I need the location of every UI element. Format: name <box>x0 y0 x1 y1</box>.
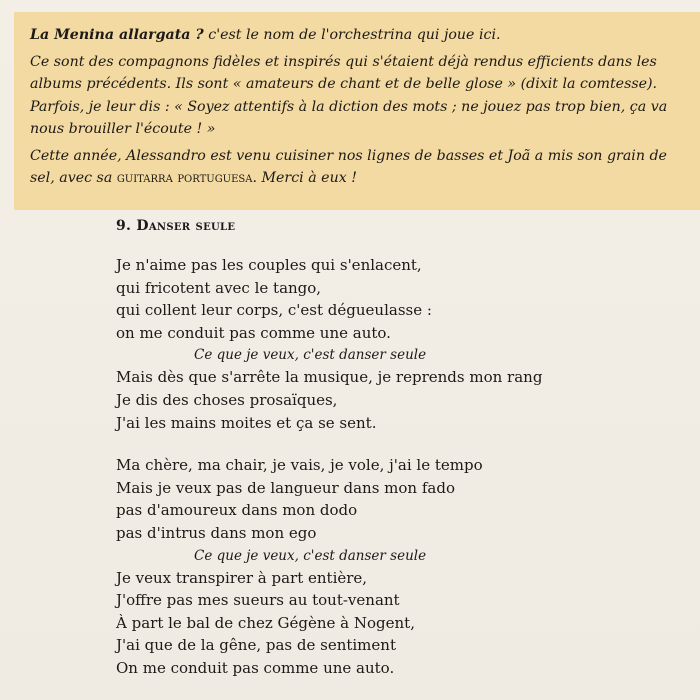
lyric-line: Je dis des choses prosaïques, <box>116 390 338 409</box>
lyric-line: J'offre pas mes sueurs au tout-venant <box>116 591 400 610</box>
note-paragraph-3 <box>30 145 690 190</box>
lyric-line: À part le bal de chez Gégène à Nogent, <box>116 613 415 632</box>
stanza-2 <box>116 454 686 679</box>
lyric-line: qui fricotent avec le tango, <box>116 278 322 297</box>
lyric-line: pas d'intrus dans mon ego <box>116 523 317 542</box>
liner-note-box <box>14 12 700 210</box>
lyric-line: qui collent leur corps, c'est dégueulasse : <box>116 301 432 320</box>
lyric-line: Ma chère, ma chair, je vais, je vole, j'ai le tempo <box>116 456 483 475</box>
refrain-line: Ce que je veux, c'est danser seule <box>194 547 427 564</box>
lyric-line: Je veux transpirer à part entière, <box>116 568 368 587</box>
stanza-1 <box>116 254 686 434</box>
lyric-line: Mais dès que s'arrête la musique, je reprends mon rang <box>116 368 543 387</box>
note-orchestra-name: La Menina allargata ? <box>30 27 204 43</box>
lyric-line: on me conduit pas comme une auto. <box>116 323 391 342</box>
note-paragraph-1 <box>30 24 690 47</box>
lyric-line: Mais je veux pas de langueur dans mon fado <box>116 478 455 497</box>
refrain-line: Ce que je veux, c'est danser seule <box>194 347 427 364</box>
lyric-line: On me conduit pas comme une auto. <box>116 658 395 677</box>
song-title: 9. Danser seule <box>116 218 236 234</box>
note-guitar-term: guitarra portuguesa. <box>116 170 257 186</box>
note-paragraph-2: Ce sont des compagnons fidèles et inspirés qui s'étaient déjà rendus efficients dans les albums précédents. Ils sont « amateurs de chant et de belle glose » (dixit la comtesse). Parfois, je leur dis : « Soyez attentifs à la diction des mots ; ne jouez pas trop bien, ça va nous brouiller l'écoute ! » <box>30 53 668 137</box>
lyric-line: J'ai les mains moites et ça se sent. <box>116 413 377 432</box>
note-paragraph-3-text: Cette année, Alessandro est venu cuisiner nos lignes de basses et Joã a mis son grain de sel, avec sa <box>30 147 667 186</box>
lyric-line: J'ai que de la gêne, pas de sentiment <box>116 636 396 655</box>
lyric-line: Je n'aime pas les couples qui s'enlacent, <box>116 256 422 274</box>
note-paragraph-1-text: c'est le nom de l'orchestrina qui joue ici. <box>203 27 501 43</box>
song-lyrics <box>116 214 686 680</box>
note-thanks: Merci à eux ! <box>257 170 357 186</box>
lyric-line: pas d'amoureux dans mon dodo <box>116 501 358 520</box>
